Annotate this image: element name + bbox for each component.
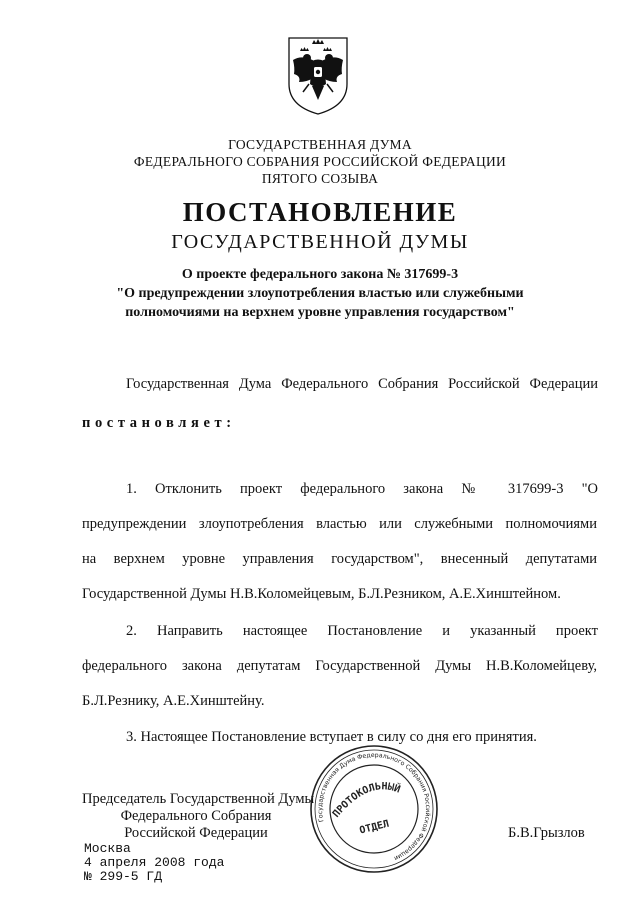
preamble-text: Государственная Дума Федерального Собрания Российской Федерации — [126, 376, 598, 392]
stamp-inner-top-text: ПРОТОКОЛЬНЫЙ — [330, 781, 402, 820]
clause-1-line-2: предупреждении злоупотребления властью или служебными полномочиями — [82, 516, 597, 532]
clause-2-line-2: федерального закона депутатам Государственной Думы Н.В.Коломейцеву, — [82, 658, 597, 674]
clause-2-line-3: Б.Л.Резнику, А.Е.Хинштейну. — [82, 693, 265, 709]
subject-line-3: полномочиями на верхнем уровне управления государством" — [125, 305, 515, 320]
registration-number: № 299-5 ГД — [84, 869, 163, 884]
clause-1-line-1: 1. Отклонить проект федерального закона № 317699-3 "О — [126, 481, 598, 497]
signatory-name: Б.В.Грызлов — [508, 825, 585, 841]
clause-1-line-4: Государственной Думы Н.В.Коломейцевым, Б.Л.Резником, А.Е.Хинштейном. — [82, 586, 561, 602]
clause-2-line-1: 2. Направить настоящее Постановление и указанный проект — [126, 623, 598, 639]
protocol-department-stamp — [307, 742, 441, 876]
stamp-ring-text: Государственная Дума Федерального Собрания Российской Федерации — [316, 751, 432, 862]
clause-1-line-3: на верхнем уровне управления государством", внесенный депутатами — [82, 551, 597, 567]
signatory-title-line-2: Федерального Собрания — [120, 808, 272, 824]
document-type-subtitle: ГОСУДАРСТВЕННОЙ ДУМЫ — [171, 231, 469, 253]
document-type-title: ПОСТАНОВЛЕНИЕ — [182, 197, 458, 227]
signatory-title-line-1: Председатель Государственной Думы — [82, 791, 315, 807]
issuer-line-1: ГОСУДАРСТВЕННАЯ ДУМА — [228, 137, 412, 152]
issuer-line-2: ФЕДЕРАЛЬНОГО СОБРАНИЯ РОССИЙСКОЙ ФЕДЕРАЦИИ — [133, 154, 507, 169]
clause-3: 3. Настоящее Постановление вступает в силу со дня его принятия. — [126, 729, 537, 745]
subject-line-2: "О предупреждении злоупотребления властью или служебными — [116, 286, 524, 301]
decrees-word: постановляет: — [82, 415, 236, 431]
signatory-title-line-3: Российской Федерации — [124, 825, 268, 841]
coat-of-arms-icon — [283, 34, 353, 118]
subject-line-1: О проекте федерального закона № 317699-3 — [181, 267, 459, 282]
issue-date: 4 апреля 2008 года — [84, 855, 225, 870]
issuer-line-3: ПЯТОГО СОЗЫВА — [261, 171, 379, 186]
stamp-inner-bottom-text: ОТДЕЛ — [358, 818, 391, 837]
place-of-issue: Москва — [84, 841, 131, 856]
